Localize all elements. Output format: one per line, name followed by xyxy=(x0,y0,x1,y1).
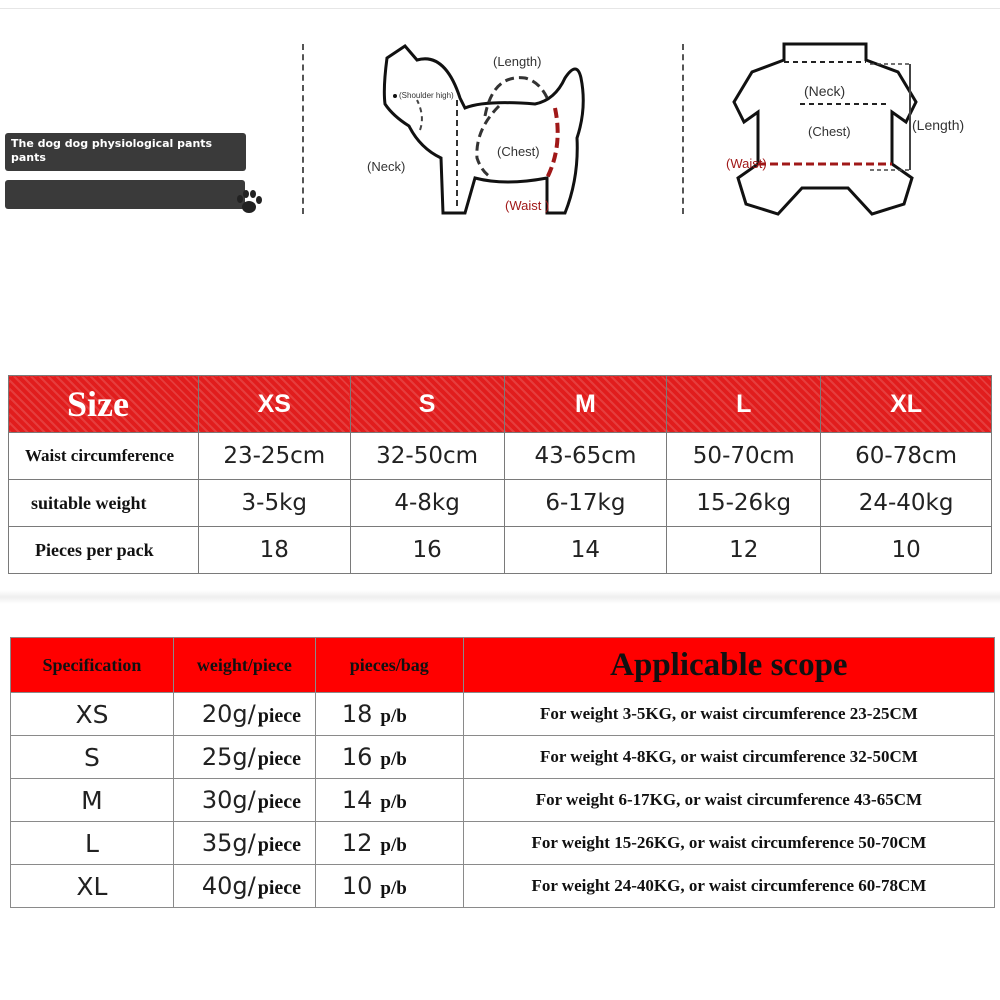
pieces-unit: p/b xyxy=(380,835,407,856)
garment-length-label: (Length) xyxy=(912,117,965,133)
table-cell: 50-70cm xyxy=(667,433,821,480)
weight-per-piece xyxy=(173,693,315,736)
size-column-header: S xyxy=(350,376,504,433)
table-cell: 12 xyxy=(667,527,821,574)
product-title-bar xyxy=(5,133,246,171)
top-divider xyxy=(0,8,1000,9)
spec-header-row xyxy=(11,638,995,693)
weight-value: 40g/ xyxy=(201,872,256,900)
table-cell: 43-65cm xyxy=(504,433,667,480)
table-cell: 60-78cm xyxy=(821,433,992,480)
spec-size: XL xyxy=(11,865,174,908)
weight-value: 35g/ xyxy=(201,829,256,857)
table-cell: 10 xyxy=(821,527,992,574)
row-label: suitable weight xyxy=(9,480,199,527)
garment-neck-label: (Neck) xyxy=(804,83,846,99)
vertical-divider xyxy=(302,44,304,214)
pieces-value: 16 xyxy=(341,743,373,771)
pieces-value: 14 xyxy=(341,786,373,814)
product-title: The dog dog physiological pants pants xyxy=(11,137,213,164)
table-cell: 32-50cm xyxy=(350,433,504,480)
pieces-per-bag xyxy=(315,822,463,865)
row-label: Waist circumference xyxy=(9,433,199,480)
specification-table xyxy=(10,637,995,908)
applicable-scope: For weight 6-17KG, or waist circumference 43-65CM xyxy=(463,779,994,822)
pieces-per-bag xyxy=(315,865,463,908)
weight-value: 25g/ xyxy=(201,743,256,771)
table-row xyxy=(9,527,992,574)
pieces-per-bag xyxy=(315,693,463,736)
size-column-header: XL xyxy=(821,376,992,433)
weight-unit: piece xyxy=(257,834,302,856)
weight-per-piece xyxy=(173,865,315,908)
weight-per-piece xyxy=(173,779,315,822)
header-applicable-scope: Applicable scope xyxy=(463,638,994,693)
applicable-scope: For weight 3-5KG, or waist circumference 23-25CM xyxy=(463,693,994,736)
table-row xyxy=(11,736,995,779)
pieces-unit: p/b xyxy=(380,878,407,899)
table-cell: 6-17kg xyxy=(504,480,667,527)
weight-unit: piece xyxy=(257,877,302,899)
table-row xyxy=(11,779,995,822)
dog-length-label: (Length) xyxy=(493,54,542,69)
weight-unit: piece xyxy=(257,705,302,727)
table-row xyxy=(11,822,995,865)
weight-per-piece xyxy=(173,822,315,865)
vertical-divider xyxy=(682,44,684,214)
table-row xyxy=(11,693,995,736)
header-pieces-bag: pieces/bag xyxy=(315,638,463,693)
table-cell: 16 xyxy=(350,527,504,574)
garment-measurement-diagram xyxy=(720,38,990,228)
table-cell: 24-40kg xyxy=(821,480,992,527)
header-weight-piece: weight/piece xyxy=(173,638,315,693)
table-cell: 23-25cm xyxy=(198,433,350,480)
spec-size: L xyxy=(11,822,174,865)
size-header-row xyxy=(9,376,992,433)
size-column-header: XS xyxy=(198,376,350,433)
table-cell: 14 xyxy=(504,527,667,574)
table-cell: 3-5kg xyxy=(198,480,350,527)
table-cell: 15-26kg xyxy=(667,480,821,527)
paw-icon xyxy=(232,186,264,218)
size-column-header: M xyxy=(504,376,667,433)
size-chart-table xyxy=(8,375,992,574)
size-corner-label: Size xyxy=(9,376,199,433)
dog-chest-label: (Chest) xyxy=(497,144,540,159)
weight-value: 20g/ xyxy=(201,700,256,728)
spec-size: M xyxy=(11,779,174,822)
dog-shoulder-label: (Shoulder high) xyxy=(399,91,454,100)
applicable-scope: For weight 24-40KG, or waist circumference 60-78CM xyxy=(463,865,994,908)
spec-size: XS xyxy=(11,693,174,736)
header-specification: Specification xyxy=(11,638,174,693)
pieces-per-bag xyxy=(315,736,463,779)
size-column-header: L xyxy=(667,376,821,433)
weight-value: 30g/ xyxy=(201,786,256,814)
garment-waist-label: (Waist) xyxy=(726,156,767,171)
weight-unit: piece xyxy=(257,791,302,813)
table-row xyxy=(11,865,995,908)
pieces-value: 12 xyxy=(341,829,373,857)
table-cell: 4-8kg xyxy=(350,480,504,527)
subtitle-bar xyxy=(5,180,245,209)
table-row xyxy=(9,480,992,527)
pieces-unit: p/b xyxy=(380,706,407,727)
weight-unit: piece xyxy=(257,748,302,770)
table-row xyxy=(9,433,992,480)
pieces-per-bag xyxy=(315,779,463,822)
table-cell: 18 xyxy=(198,527,350,574)
dog-waist-label: (Waist ) xyxy=(505,198,550,213)
spec-size: S xyxy=(11,736,174,779)
applicable-scope: For weight 4-8KG, or waist circumference 32-50CM xyxy=(463,736,994,779)
applicable-scope: For weight 15-26KG, or waist circumference 50-70CM xyxy=(463,822,994,865)
pieces-value: 10 xyxy=(341,872,373,900)
pieces-value: 18 xyxy=(341,700,373,728)
weight-per-piece xyxy=(173,736,315,779)
dog-neck-label: (Neck) xyxy=(367,159,406,174)
section-divider xyxy=(0,590,1000,604)
row-label: Pieces per pack xyxy=(9,527,199,574)
pieces-unit: p/b xyxy=(380,749,407,770)
dog-measurement-diagram xyxy=(365,38,605,218)
pieces-unit: p/b xyxy=(380,792,407,813)
garment-chest-label: (Chest) xyxy=(808,124,851,139)
